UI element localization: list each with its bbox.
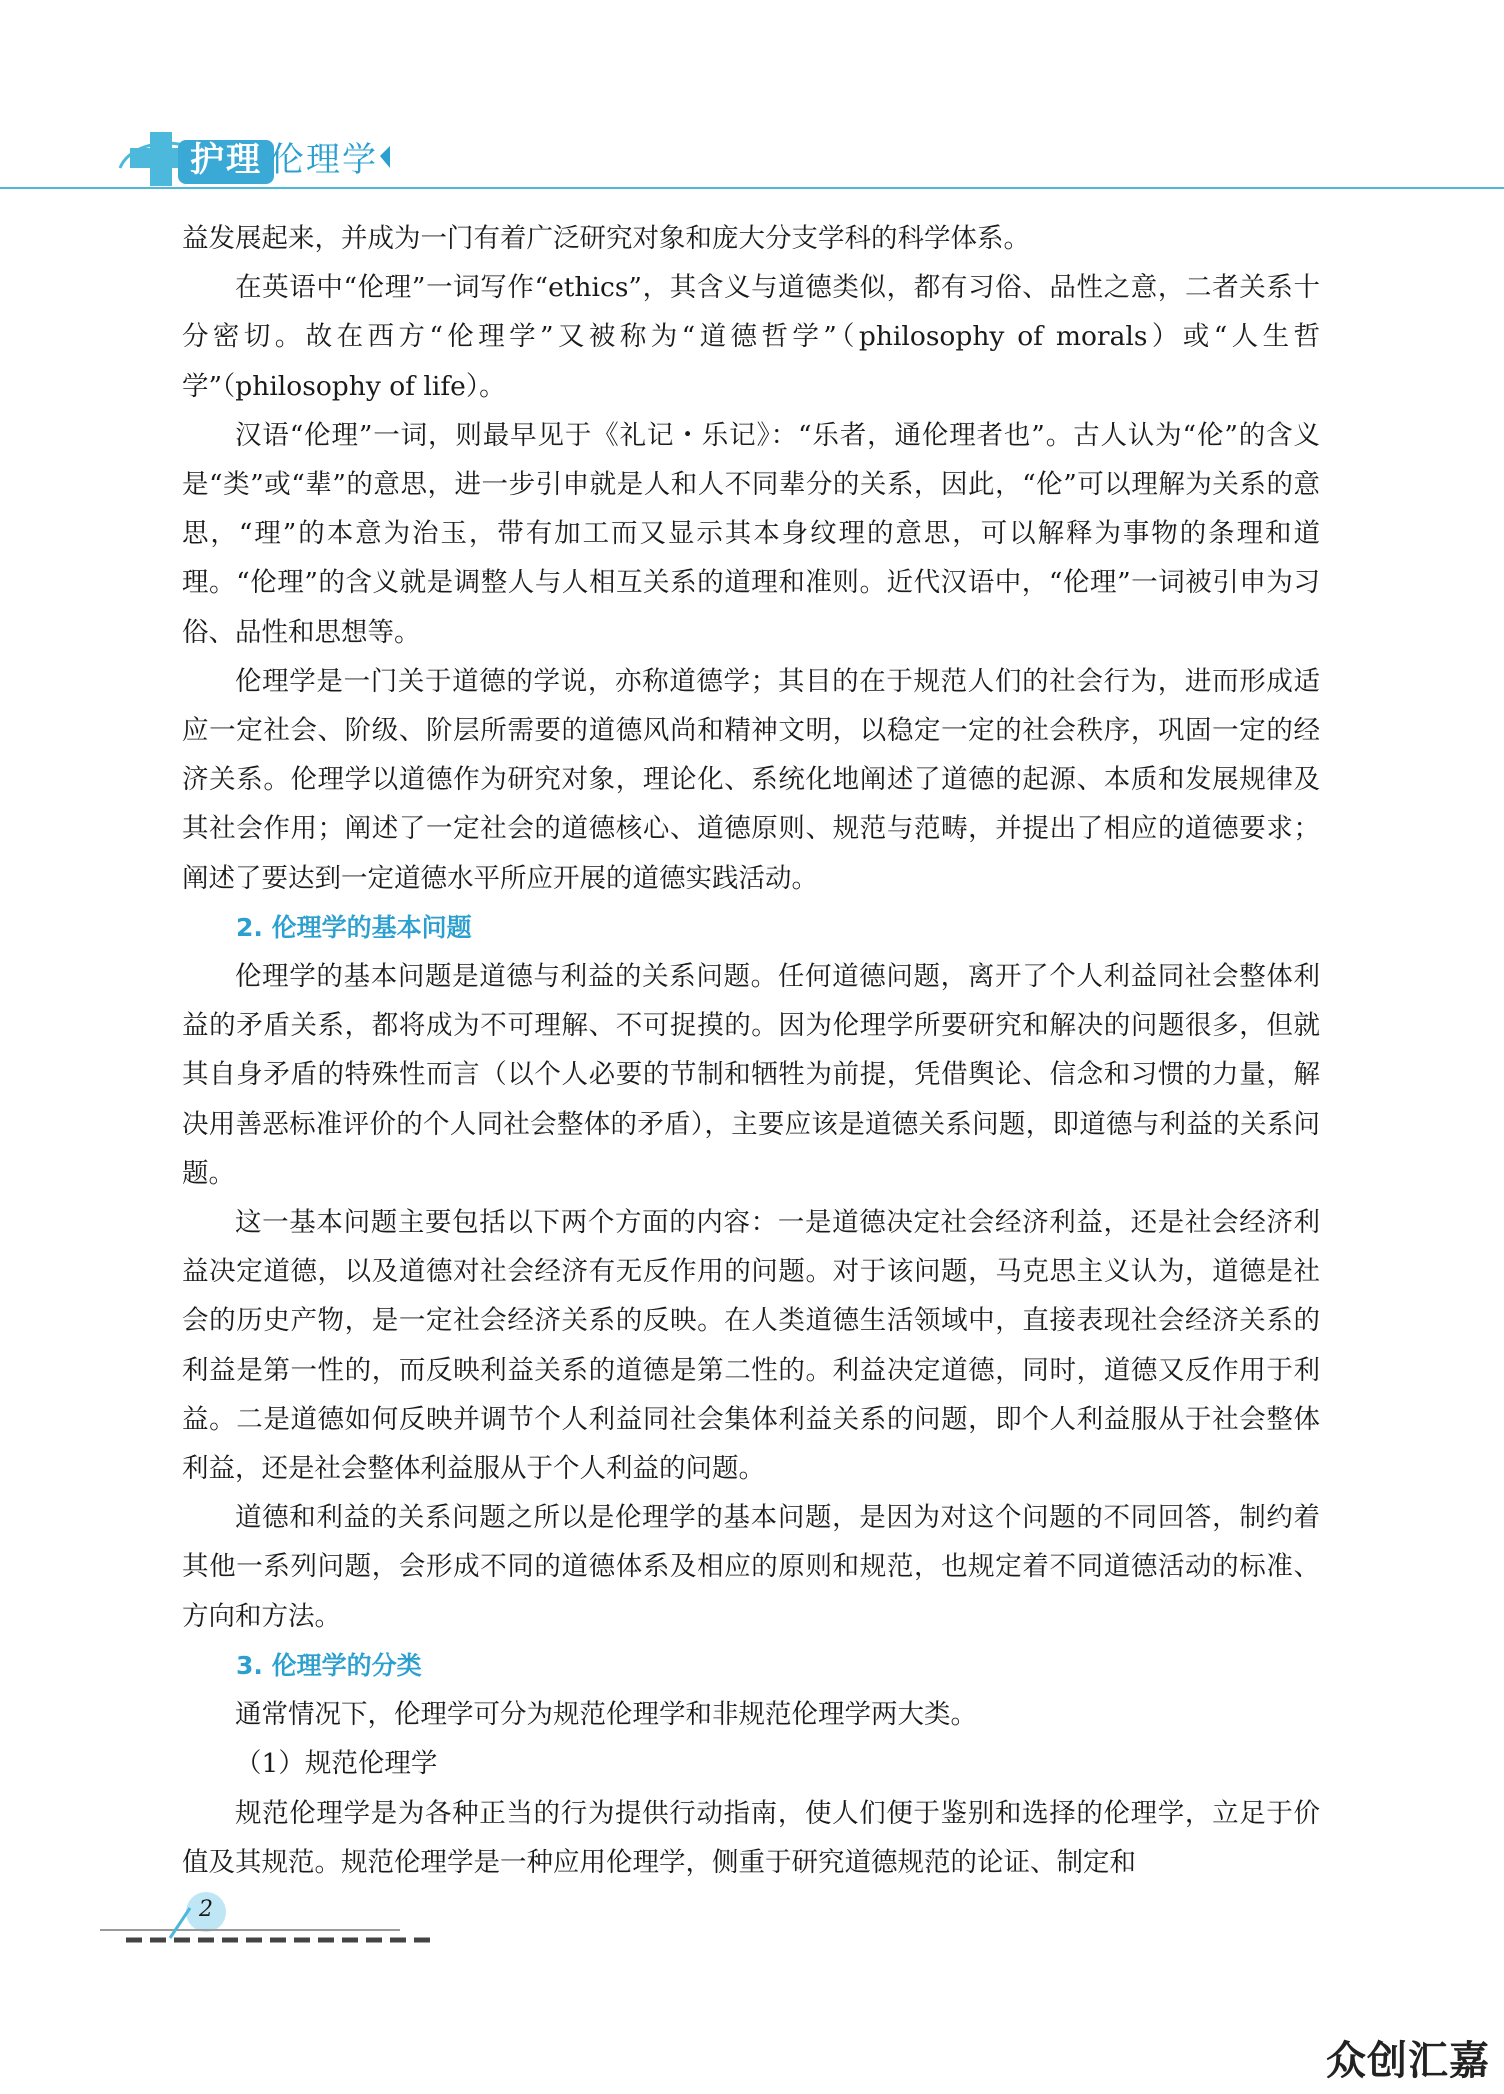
paragraph: 伦理学是一门关于道德的学说，亦称道德学；其目的在于规范人们的社会行为，进而形成适应一定社会、阶级、阶层所需要的道德风尚和精神文明，以稳定一定的社会秩序，巩固一定的经济关系。伦理学以道德作为研究对象，理论化、系统化地阐述了道德的起源、本质和发展规律及其社会作用；阐述了一定社会的道德核心、道德原则、规范与范畴，并提出了相应的道德要求；阐述了要达到一定道德水平所应开展的道德实践活动。 <box>182 665 1320 894</box>
paragraph: 通常情况下，伦理学可分为规范伦理学和非规范伦理学两大类。 <box>235 1699 977 1731</box>
paragraph: 在英语中“伦理”一词写作“ethics”，其含义与道德类似，都有习俗、品性之意，二者关系十分密切。故在西方“伦理学”又被称为“道德哲学”（philosophy of morals）或“人生哲学”（philosophy of life）。 <box>182 272 1320 402</box>
page-body <box>182 214 1320 1887</box>
page-number: 2 <box>199 1897 213 1922</box>
page-number-badge <box>100 1890 440 1960</box>
book-title <box>190 140 378 180</box>
section-heading: 3. 伦理学的分类 <box>236 1650 422 1680</box>
watermark: 众创汇嘉 <box>1326 2038 1490 2084</box>
subsection-heading: （1）规范伦理学 <box>235 1748 438 1780</box>
book-title-highlight: 护理 <box>190 140 262 180</box>
section-heading: 2. 伦理学的基本问题 <box>236 912 472 942</box>
paragraph: 益发展起来，并成为一门有着广泛研究对象和庞大分支学科的科学体系。 <box>182 223 1030 254</box>
paragraph: 道德和利益的关系问题之所以是伦理学的基本问题，是因为对这个问题的不同回答，制约着其他一系列问题，会形成不同的道德体系及相应的原则和规范，也规定着不同道德活动的标准、方向和方法。 <box>182 1502 1320 1632</box>
paragraph: 汉语“伦理”一词，则最早见于《礼记・乐记》：“乐者，通伦理者也”。古人认为“伦”的含义是“类”或“辈”的意思，进一步引申就是人和人不同辈分的关系，因此，“伦”可以理解为关系的意思，“理”的本意为治玉，带有加工而又显示其本身纹理的意思，可以解释为事物的条理和道理。“伦理”的含义就是调整人与人相互关系的道理和准则。近代汉语中，“伦理”一词被引申为习俗、品性和思想等。 <box>182 419 1320 648</box>
paragraph: 伦理学的基本问题是道德与利益的关系问题。任何道德问题，离开了个人利益同社会整体利益的矛盾关系，都将成为不可理解、不可捉摸的。因为伦理学所要研究和解决的问题很多，但就其自身矛盾的特殊性而言（以个人必要的节制和牺牲为前提，凭借舆论、信念和习惯的力量，解决用善恶标准评价的个人同社会整体的矛盾），主要应该是道德关系问题，即道德与利益的关系问题。 <box>182 961 1320 1189</box>
paragraph: 规范伦理学是为各种正当的行为提供行动指南，使人们便于鉴别和选择的伦理学，立足于价值及其规范。规范伦理学是一种应用伦理学，侧重于研究道德规范的论证、制定和 <box>182 1797 1320 1878</box>
book-title-rest: 伦理学 <box>270 140 378 180</box>
paragraph: 这一基本问题主要包括以下两个方面的内容：一是道德决定社会经济利益，还是社会经济利益决定道德，以及道德对社会经济有无反作用的问题。对于该问题，马克思主义认为，道德是社会的历史产物，是一定社会经济关系的反映。在人类道德生活领域中，直接表现社会经济关系的利益是第一性的，而反映利益关系的道德是第二性的。利益决定道德，同时，道德又反作用于利益。二是道德如何反映并调节个人利益同社会集体利益关系的问题，即个人利益服从于社会整体利益，还是社会整体利益服从于个人利益的问题。 <box>182 1207 1320 1485</box>
